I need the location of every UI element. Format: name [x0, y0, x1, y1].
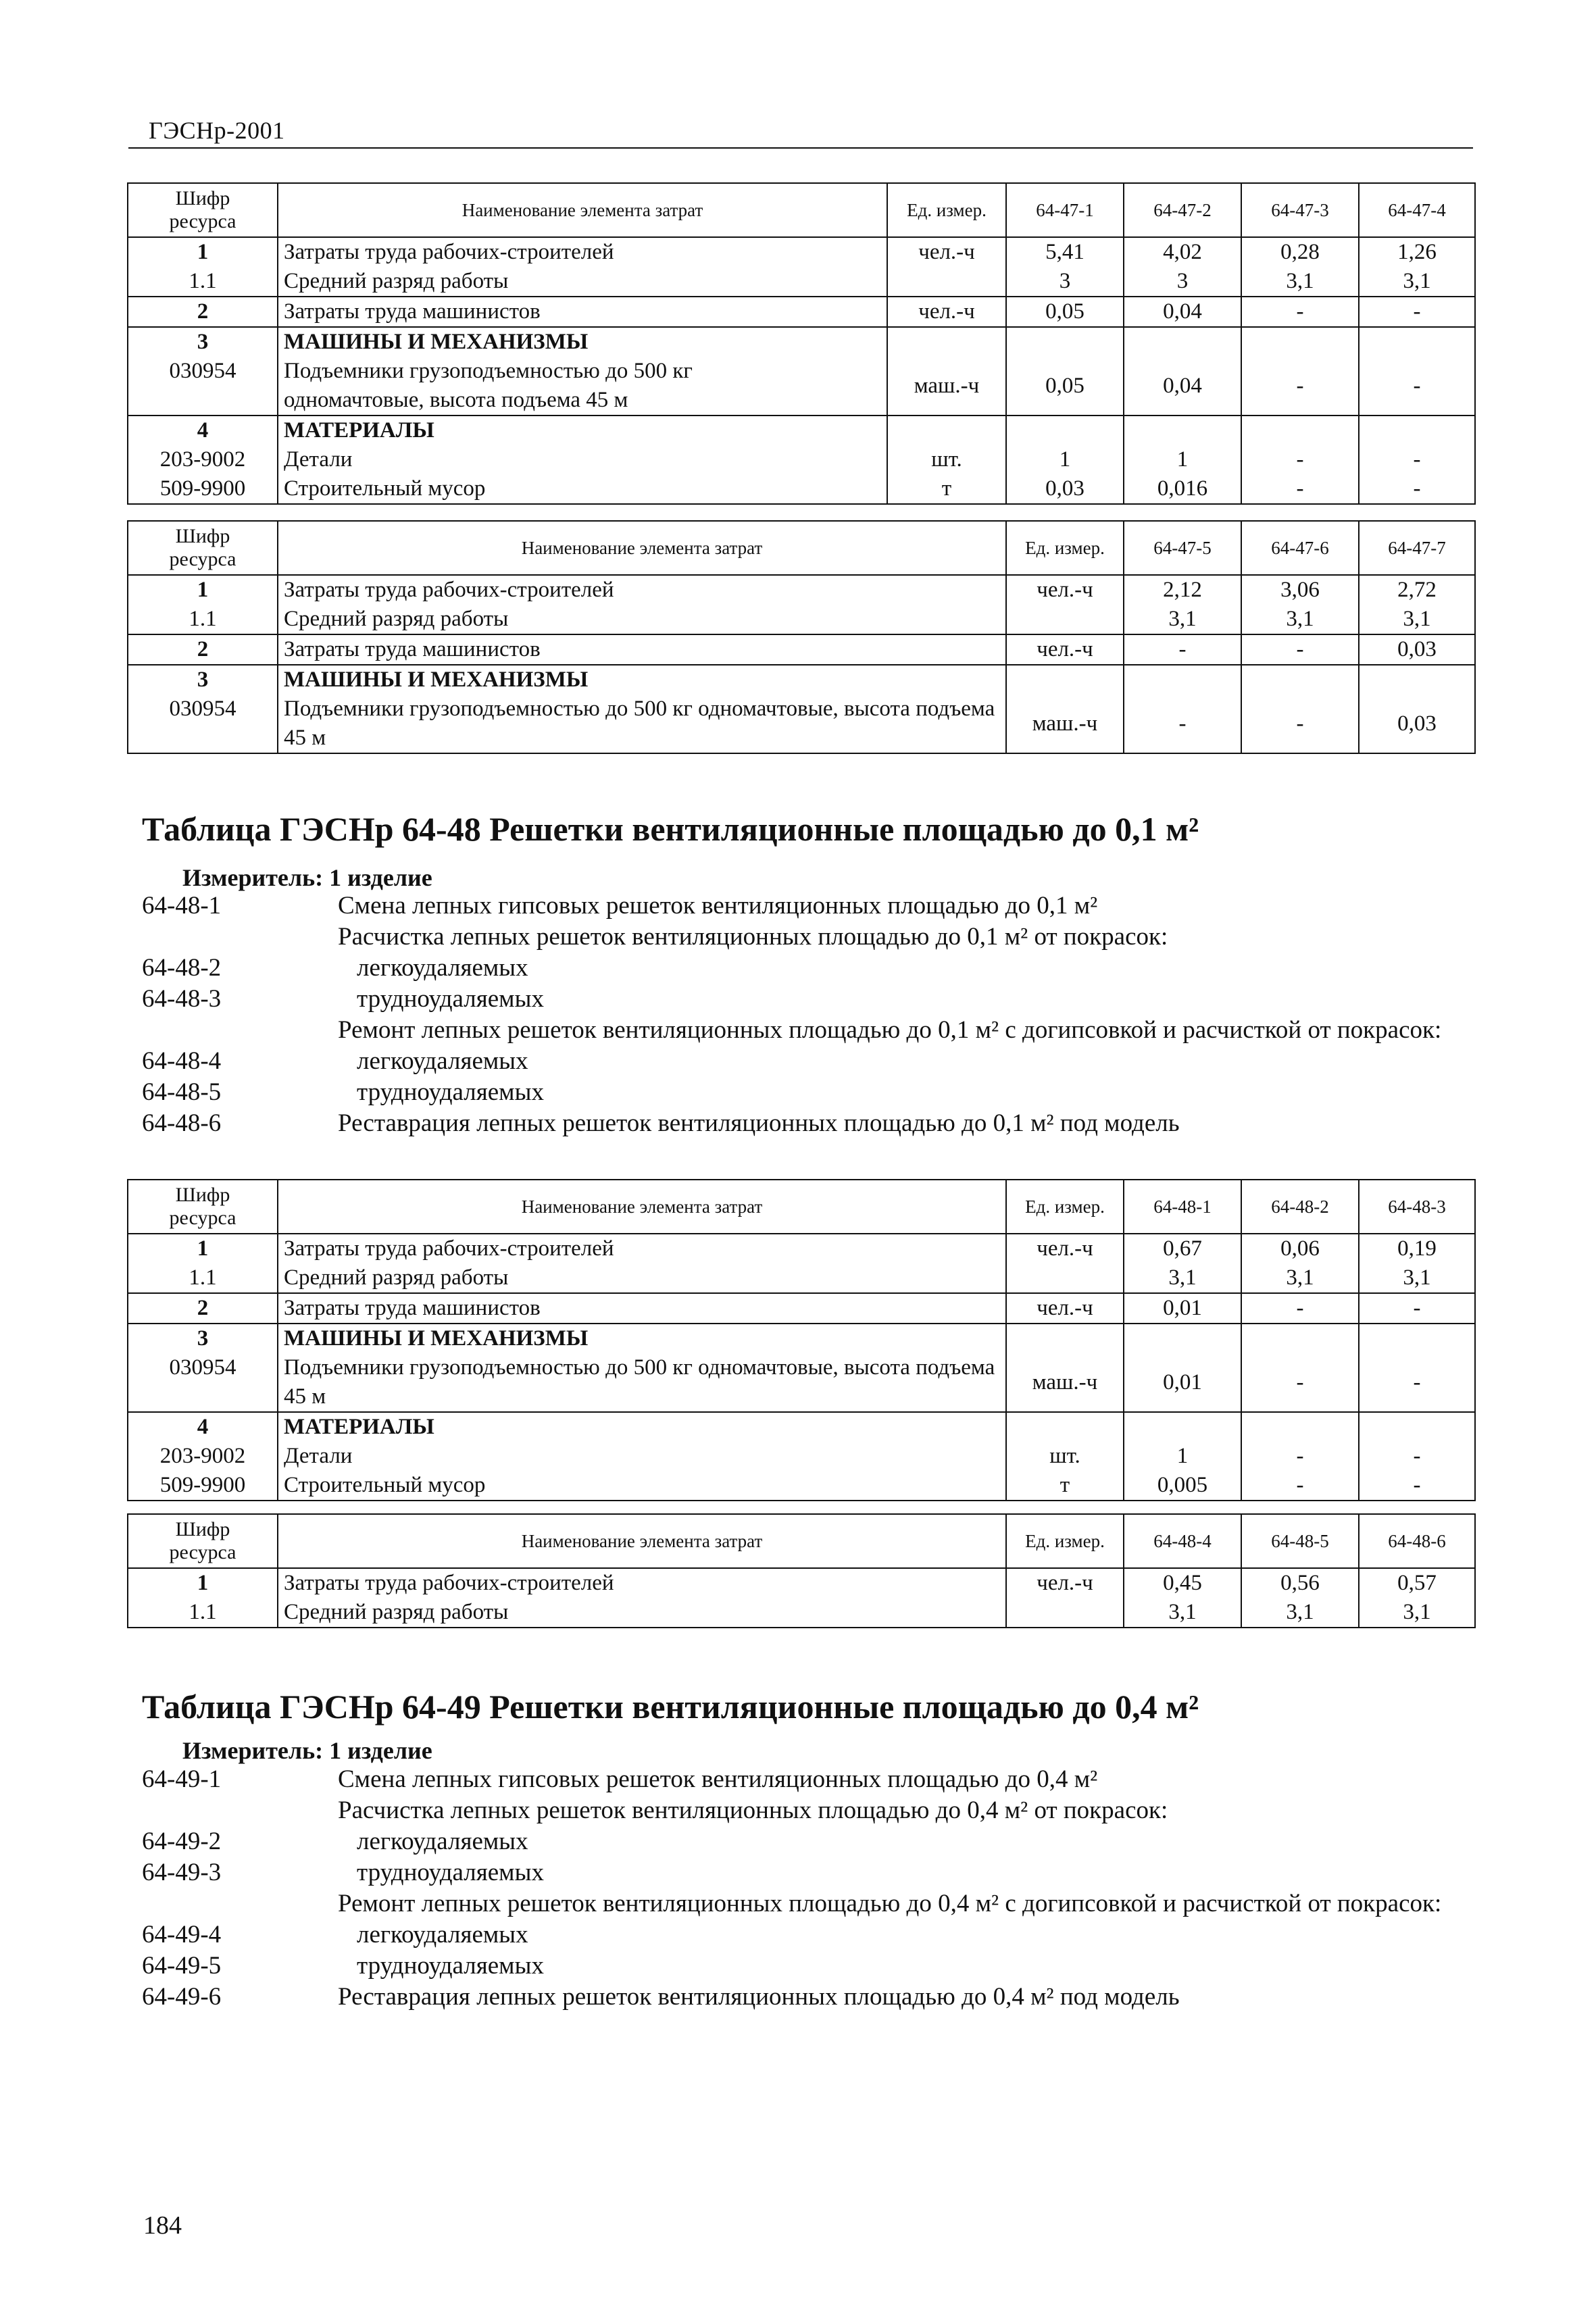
- table-row: [128, 1568, 1475, 1598]
- row-value: 0,67: [1124, 1234, 1241, 1263]
- row-value: 3,1: [1124, 1598, 1241, 1628]
- row-unit: [1006, 1412, 1124, 1442]
- table-row: [128, 605, 1475, 634]
- table-row: [128, 445, 1475, 474]
- row-value: -: [1359, 1442, 1475, 1471]
- list-item: [142, 1046, 1466, 1077]
- item-list-64-48: [142, 890, 1466, 1139]
- item-text: Ремонт лепных решеток вентиляционных площадью до 0,1 м² с догипсовкой и расчисткой от покрасок:: [338, 1016, 1442, 1044]
- item-text: Расчистка лепных решеток вентиляционных площадью до 0,1 м² от покрасок:: [338, 923, 1168, 951]
- row-value: -: [1124, 634, 1241, 665]
- item-list-64-49: [142, 1764, 1466, 2013]
- row-code: 1: [128, 237, 278, 267]
- row-code: 1.1: [128, 605, 278, 634]
- item-text: трудноудаляемых: [357, 1078, 544, 1106]
- row-value: 1: [1124, 1442, 1241, 1471]
- measure-64-48: Измеритель: 1 изделие: [182, 864, 432, 891]
- item-text: трудноудаляемых: [357, 1859, 544, 1886]
- list-item: [142, 1108, 1466, 1139]
- row-unit: [1006, 605, 1124, 634]
- row-value: 0,03: [1359, 634, 1475, 665]
- row-unit: чел.-ч: [1006, 1293, 1124, 1324]
- row-value: 3,1: [1124, 605, 1241, 634]
- table-row: [128, 1412, 1475, 1442]
- item-text: легкоудаляемых: [357, 1828, 528, 1855]
- item-code: [142, 1795, 338, 1826]
- table-row: [128, 575, 1475, 605]
- row-value: 0,005: [1124, 1471, 1241, 1501]
- row-name: МАШИНЫ И МЕХАНИЗМЫ: [278, 327, 887, 357]
- row-code: 1: [128, 575, 278, 605]
- row-value: 1: [1124, 445, 1241, 474]
- row-value: -: [1241, 474, 1359, 504]
- row-name: МАШИНЫ И МЕХАНИЗМЫ: [278, 1324, 1006, 1353]
- row-code: 030954: [128, 695, 278, 753]
- row-name: Средний разряд работы: [278, 605, 1006, 634]
- list-item: [142, 1826, 1466, 1857]
- item-text: легкоудаляемых: [357, 1047, 528, 1075]
- row-code: 2: [128, 1293, 278, 1324]
- header-col-64-48-4: 64-48-4: [1124, 1514, 1241, 1568]
- resource-table-64-47-b: [127, 520, 1476, 754]
- row-value: [1359, 1324, 1475, 1353]
- list-item: [142, 1015, 1466, 1046]
- header-col-64-48-3: 64-48-3: [1359, 1180, 1475, 1234]
- row-code: 1: [128, 1234, 278, 1263]
- row-unit: чел.-ч: [887, 237, 1006, 267]
- item-code: 64-48-2: [142, 954, 222, 982]
- row-value: 3,1: [1241, 1263, 1359, 1293]
- item-code: 64-49-5: [142, 1952, 222, 1980]
- row-unit: [1006, 1598, 1124, 1628]
- row-value: [1241, 327, 1359, 357]
- row-code: 030954: [128, 1353, 278, 1412]
- row-unit: маш.-ч: [1006, 1353, 1124, 1412]
- table-row: [128, 1263, 1475, 1293]
- row-unit: чел.-ч: [1006, 575, 1124, 605]
- row-value: 1: [1006, 445, 1124, 474]
- row-name: Средний разряд работы: [278, 1263, 1006, 1293]
- row-value: -: [1124, 695, 1241, 753]
- row-value: [1241, 665, 1359, 695]
- row-unit: чел.-ч: [887, 297, 1006, 327]
- row-code: 2: [128, 297, 278, 327]
- resource-table-64-47-a: [127, 182, 1476, 505]
- table-row: [128, 237, 1475, 267]
- row-value: 0,03: [1359, 695, 1475, 753]
- row-value: 3,1: [1359, 605, 1475, 634]
- row-value: -: [1359, 1353, 1475, 1412]
- header-name: Наименование элемента затрат: [278, 1180, 1006, 1234]
- header-code: Шифр ресурса: [128, 521, 278, 575]
- row-value: [1124, 1324, 1241, 1353]
- item-code: 64-49-2: [142, 1828, 222, 1855]
- row-value: 0,28: [1241, 237, 1359, 267]
- row-unit: [1006, 1324, 1124, 1353]
- row-value: -: [1359, 445, 1475, 474]
- header-col-64-47-4: 64-47-4: [1359, 183, 1475, 237]
- row-name: Детали: [278, 445, 887, 474]
- item-text: Ремонт лепных решеток вентиляционных площадью до 0,4 м² с догипсовкой и расчисткой от покрасок:: [338, 1890, 1442, 1917]
- running-header: ГЭСНр-2001: [149, 117, 285, 144]
- table-row: [128, 665, 1475, 695]
- row-name: Подъемники грузоподъемностью до 500 кг одномачтовые, высота подъема 45 м: [278, 695, 1006, 753]
- item-code: [142, 1015, 338, 1046]
- item-code: [142, 1888, 338, 1919]
- row-value: [1359, 1412, 1475, 1442]
- row-value: -: [1241, 695, 1359, 753]
- row-name: Средний разряд работы: [278, 1598, 1006, 1628]
- row-value: -: [1241, 1353, 1359, 1412]
- row-value: 0,57: [1359, 1568, 1475, 1598]
- row-value: [1359, 665, 1475, 695]
- header-col-64-47-3: 64-47-3: [1241, 183, 1359, 237]
- item-text: легкоудаляемых: [357, 1921, 528, 1948]
- row-value: [1006, 327, 1124, 357]
- header-code: Шифр ресурса: [128, 1514, 278, 1568]
- header-unit: Ед. измер.: [1006, 521, 1124, 575]
- row-value: 3,1: [1359, 1263, 1475, 1293]
- row-unit: маш.-ч: [1006, 695, 1124, 753]
- list-item: [142, 984, 1466, 1015]
- row-value: -: [1241, 634, 1359, 665]
- header-col-64-48-1: 64-48-1: [1124, 1180, 1241, 1234]
- row-value: 0,45: [1124, 1568, 1241, 1598]
- list-item: [142, 922, 1466, 953]
- row-code: 3: [128, 327, 278, 357]
- header-name: Наименование элемента затрат: [278, 1514, 1006, 1568]
- row-code: 203-9002: [128, 445, 278, 474]
- row-unit: [1006, 1263, 1124, 1293]
- header-unit: Ед. измер.: [887, 183, 1006, 237]
- item-text: Реставрация лепных решеток вентиляционных площадью до 0,1 м² под модель: [338, 1109, 1180, 1137]
- header-col-64-47-1: 64-47-1: [1006, 183, 1124, 237]
- item-code: 64-48-1: [142, 892, 222, 920]
- item-text: Смена лепных гипсовых решеток вентиляционных площадью до 0,1 м²: [338, 892, 1098, 920]
- row-name: Подъемники грузоподъемностью до 500 кг одномачтовые, высота подъема 45 м: [278, 357, 887, 416]
- row-value: -: [1359, 1471, 1475, 1501]
- row-name: Затраты труда рабочих-строителей: [278, 1568, 1006, 1598]
- row-unit: чел.-ч: [1006, 1568, 1124, 1598]
- item-text: Расчистка лепных решеток вентиляционных площадью до 0,4 м² от покрасок:: [338, 1796, 1168, 1824]
- header-col-64-47-6: 64-47-6: [1241, 521, 1359, 575]
- table-row: [128, 1442, 1475, 1471]
- row-code: 3: [128, 665, 278, 695]
- row-name: МАШИНЫ И МЕХАНИЗМЫ: [278, 665, 1006, 695]
- row-name: МАТЕРИАЛЫ: [278, 1412, 1006, 1442]
- row-unit: [1006, 665, 1124, 695]
- row-value: -: [1359, 474, 1475, 504]
- table-row: [128, 1234, 1475, 1263]
- header-name: Наименование элемента затрат: [278, 183, 887, 237]
- item-code: 64-49-3: [142, 1859, 222, 1886]
- header-code: Шифр ресурса: [128, 183, 278, 237]
- row-code: 509-9900: [128, 1471, 278, 1501]
- row-value: [1241, 1324, 1359, 1353]
- list-item: [142, 1857, 1466, 1888]
- row-value: -: [1359, 297, 1475, 327]
- header-name: Наименование элемента затрат: [278, 521, 1006, 575]
- item-text: трудноудаляемых: [357, 1952, 544, 1980]
- row-unit: шт.: [1006, 1442, 1124, 1471]
- row-value: 1,26: [1359, 237, 1475, 267]
- row-name: Затраты труда машинистов: [278, 634, 1006, 665]
- row-unit: т: [887, 474, 1006, 504]
- resource-table-64-48-b: [127, 1513, 1476, 1628]
- header-col-64-48-5: 64-48-5: [1241, 1514, 1359, 1568]
- list-item: [142, 1888, 1466, 1919]
- row-value: 0,06: [1241, 1234, 1359, 1263]
- table-row: [128, 297, 1475, 327]
- row-unit: шт.: [887, 445, 1006, 474]
- row-value: [1124, 1412, 1241, 1442]
- row-value: 0,03: [1006, 474, 1124, 504]
- row-unit: [887, 267, 1006, 297]
- header-col-64-47-2: 64-47-2: [1124, 183, 1241, 237]
- row-value: 3,1: [1241, 605, 1359, 634]
- table-row: [128, 1471, 1475, 1501]
- row-value: [1124, 327, 1241, 357]
- list-item: [142, 890, 1466, 922]
- row-code: 509-9900: [128, 474, 278, 504]
- row-unit: [887, 416, 1006, 445]
- row-value: 3,06: [1241, 575, 1359, 605]
- table-row: [128, 695, 1475, 753]
- row-name: Подъемники грузоподъемностью до 500 кг одномачтовые, высота подъема 45 м: [278, 1353, 1006, 1412]
- row-value: 4,02: [1124, 237, 1241, 267]
- row-unit: [887, 327, 1006, 357]
- item-text: Смена лепных гипсовых решеток вентиляционных площадью до 0,4 м²: [338, 1765, 1098, 1793]
- item-code: [142, 922, 338, 953]
- row-code: 030954: [128, 357, 278, 416]
- row-name: Затраты труда рабочих-строителей: [278, 1234, 1006, 1263]
- row-name: Строительный мусор: [278, 1471, 1006, 1501]
- table-row: [128, 1324, 1475, 1353]
- table-row: [128, 357, 1475, 416]
- header-col-64-48-6: 64-48-6: [1359, 1514, 1475, 1568]
- row-value: 3,1: [1241, 267, 1359, 297]
- row-value: [1124, 665, 1241, 695]
- row-value: 0,05: [1006, 297, 1124, 327]
- row-value: [1006, 416, 1124, 445]
- row-code: 1.1: [128, 267, 278, 297]
- item-code: 64-49-6: [142, 1983, 222, 2011]
- table-row: [128, 327, 1475, 357]
- row-unit: чел.-ч: [1006, 1234, 1124, 1263]
- row-name: Затраты труда рабочих-строителей: [278, 237, 887, 267]
- header-unit: Ед. измер.: [1006, 1180, 1124, 1234]
- item-code: 64-48-3: [142, 985, 222, 1013]
- row-value: 3: [1124, 267, 1241, 297]
- item-text: трудноудаляемых: [357, 985, 544, 1013]
- item-code: 64-48-6: [142, 1109, 222, 1137]
- header-col-64-47-5: 64-47-5: [1124, 521, 1241, 575]
- list-item: [142, 1077, 1466, 1108]
- row-value: 3,1: [1359, 267, 1475, 297]
- row-value: 3,1: [1359, 1598, 1475, 1628]
- section-title-64-49: Таблица ГЭСНр 64-49 Решетки вентиляционные площадью до 0,4 м²: [142, 1688, 1199, 1726]
- row-value: [1359, 416, 1475, 445]
- row-code: 203-9002: [128, 1442, 278, 1471]
- row-unit: т: [1006, 1471, 1124, 1501]
- row-name: Затраты труда машинистов: [278, 1293, 1006, 1324]
- row-value: 0,19: [1359, 1234, 1475, 1263]
- resource-table-64-48-a: [127, 1179, 1476, 1501]
- list-item: [142, 1951, 1466, 1982]
- row-unit: чел.-ч: [1006, 634, 1124, 665]
- table-row: [128, 1353, 1475, 1412]
- row-value: 0,56: [1241, 1568, 1359, 1598]
- row-value: 3,1: [1124, 1263, 1241, 1293]
- row-value: 0,01: [1124, 1293, 1241, 1324]
- row-code: 1.1: [128, 1598, 278, 1628]
- row-value: 0,05: [1006, 357, 1124, 416]
- row-name: Затраты труда рабочих-строителей: [278, 575, 1006, 605]
- row-value: -: [1359, 357, 1475, 416]
- row-value: 2,72: [1359, 575, 1475, 605]
- row-name: Строительный мусор: [278, 474, 887, 504]
- header-code: Шифр ресурса: [128, 1180, 278, 1234]
- row-unit: маш.-ч: [887, 357, 1006, 416]
- table-row: [128, 474, 1475, 504]
- item-text: легкоудаляемых: [357, 954, 528, 982]
- row-code: 1.1: [128, 1263, 278, 1293]
- header-rule: [128, 147, 1473, 149]
- row-value: -: [1241, 445, 1359, 474]
- row-code: 4: [128, 416, 278, 445]
- row-value: -: [1241, 1442, 1359, 1471]
- row-name: Детали: [278, 1442, 1006, 1471]
- table-row: [128, 1293, 1475, 1324]
- row-value: 3: [1006, 267, 1124, 297]
- row-name: Средний разряд работы: [278, 267, 887, 297]
- row-value: 0,016: [1124, 474, 1241, 504]
- row-value: 0,04: [1124, 297, 1241, 327]
- row-value: 3,1: [1241, 1598, 1359, 1628]
- list-item: [142, 1795, 1466, 1826]
- row-value: -: [1359, 1293, 1475, 1324]
- row-value: [1359, 327, 1475, 357]
- row-value: [1124, 416, 1241, 445]
- header-col-64-48-2: 64-48-2: [1241, 1180, 1359, 1234]
- row-value: 0,01: [1124, 1353, 1241, 1412]
- row-value: -: [1241, 297, 1359, 327]
- row-code: 2: [128, 634, 278, 665]
- row-name: МАТЕРИАЛЫ: [278, 416, 887, 445]
- row-value: 5,41: [1006, 237, 1124, 267]
- row-code: 3: [128, 1324, 278, 1353]
- item-text: Реставрация лепных решеток вентиляционных площадью до 0,4 м² под модель: [338, 1983, 1180, 2011]
- row-value: 0,04: [1124, 357, 1241, 416]
- row-code: 1: [128, 1568, 278, 1598]
- row-value: -: [1241, 1293, 1359, 1324]
- table-row: [128, 267, 1475, 297]
- item-code: 64-48-4: [142, 1047, 222, 1075]
- row-value: [1241, 1412, 1359, 1442]
- row-value: -: [1241, 357, 1359, 416]
- row-value: -: [1241, 1471, 1359, 1501]
- table-row: [128, 416, 1475, 445]
- row-value: 2,12: [1124, 575, 1241, 605]
- header-unit: Ед. измер.: [1006, 1514, 1124, 1568]
- page-number: 184: [143, 2211, 182, 2240]
- section-title-64-48: Таблица ГЭСНр 64-48 Решетки вентиляционные площадью до 0,1 м²: [142, 810, 1199, 848]
- table-row: [128, 634, 1475, 665]
- item-code: 64-49-4: [142, 1921, 222, 1948]
- list-item: [142, 1919, 1466, 1951]
- list-item: [142, 953, 1466, 984]
- item-code: 64-48-5: [142, 1078, 222, 1106]
- header-col-64-47-7: 64-47-7: [1359, 521, 1475, 575]
- table-row: [128, 1598, 1475, 1628]
- measure-64-49: Измеритель: 1 изделие: [182, 1737, 432, 1764]
- list-item: [142, 1982, 1466, 2013]
- row-name: Затраты труда машинистов: [278, 297, 887, 327]
- row-code: 4: [128, 1412, 278, 1442]
- row-value: [1241, 416, 1359, 445]
- item-code: 64-49-1: [142, 1765, 222, 1793]
- list-item: [142, 1764, 1466, 1795]
